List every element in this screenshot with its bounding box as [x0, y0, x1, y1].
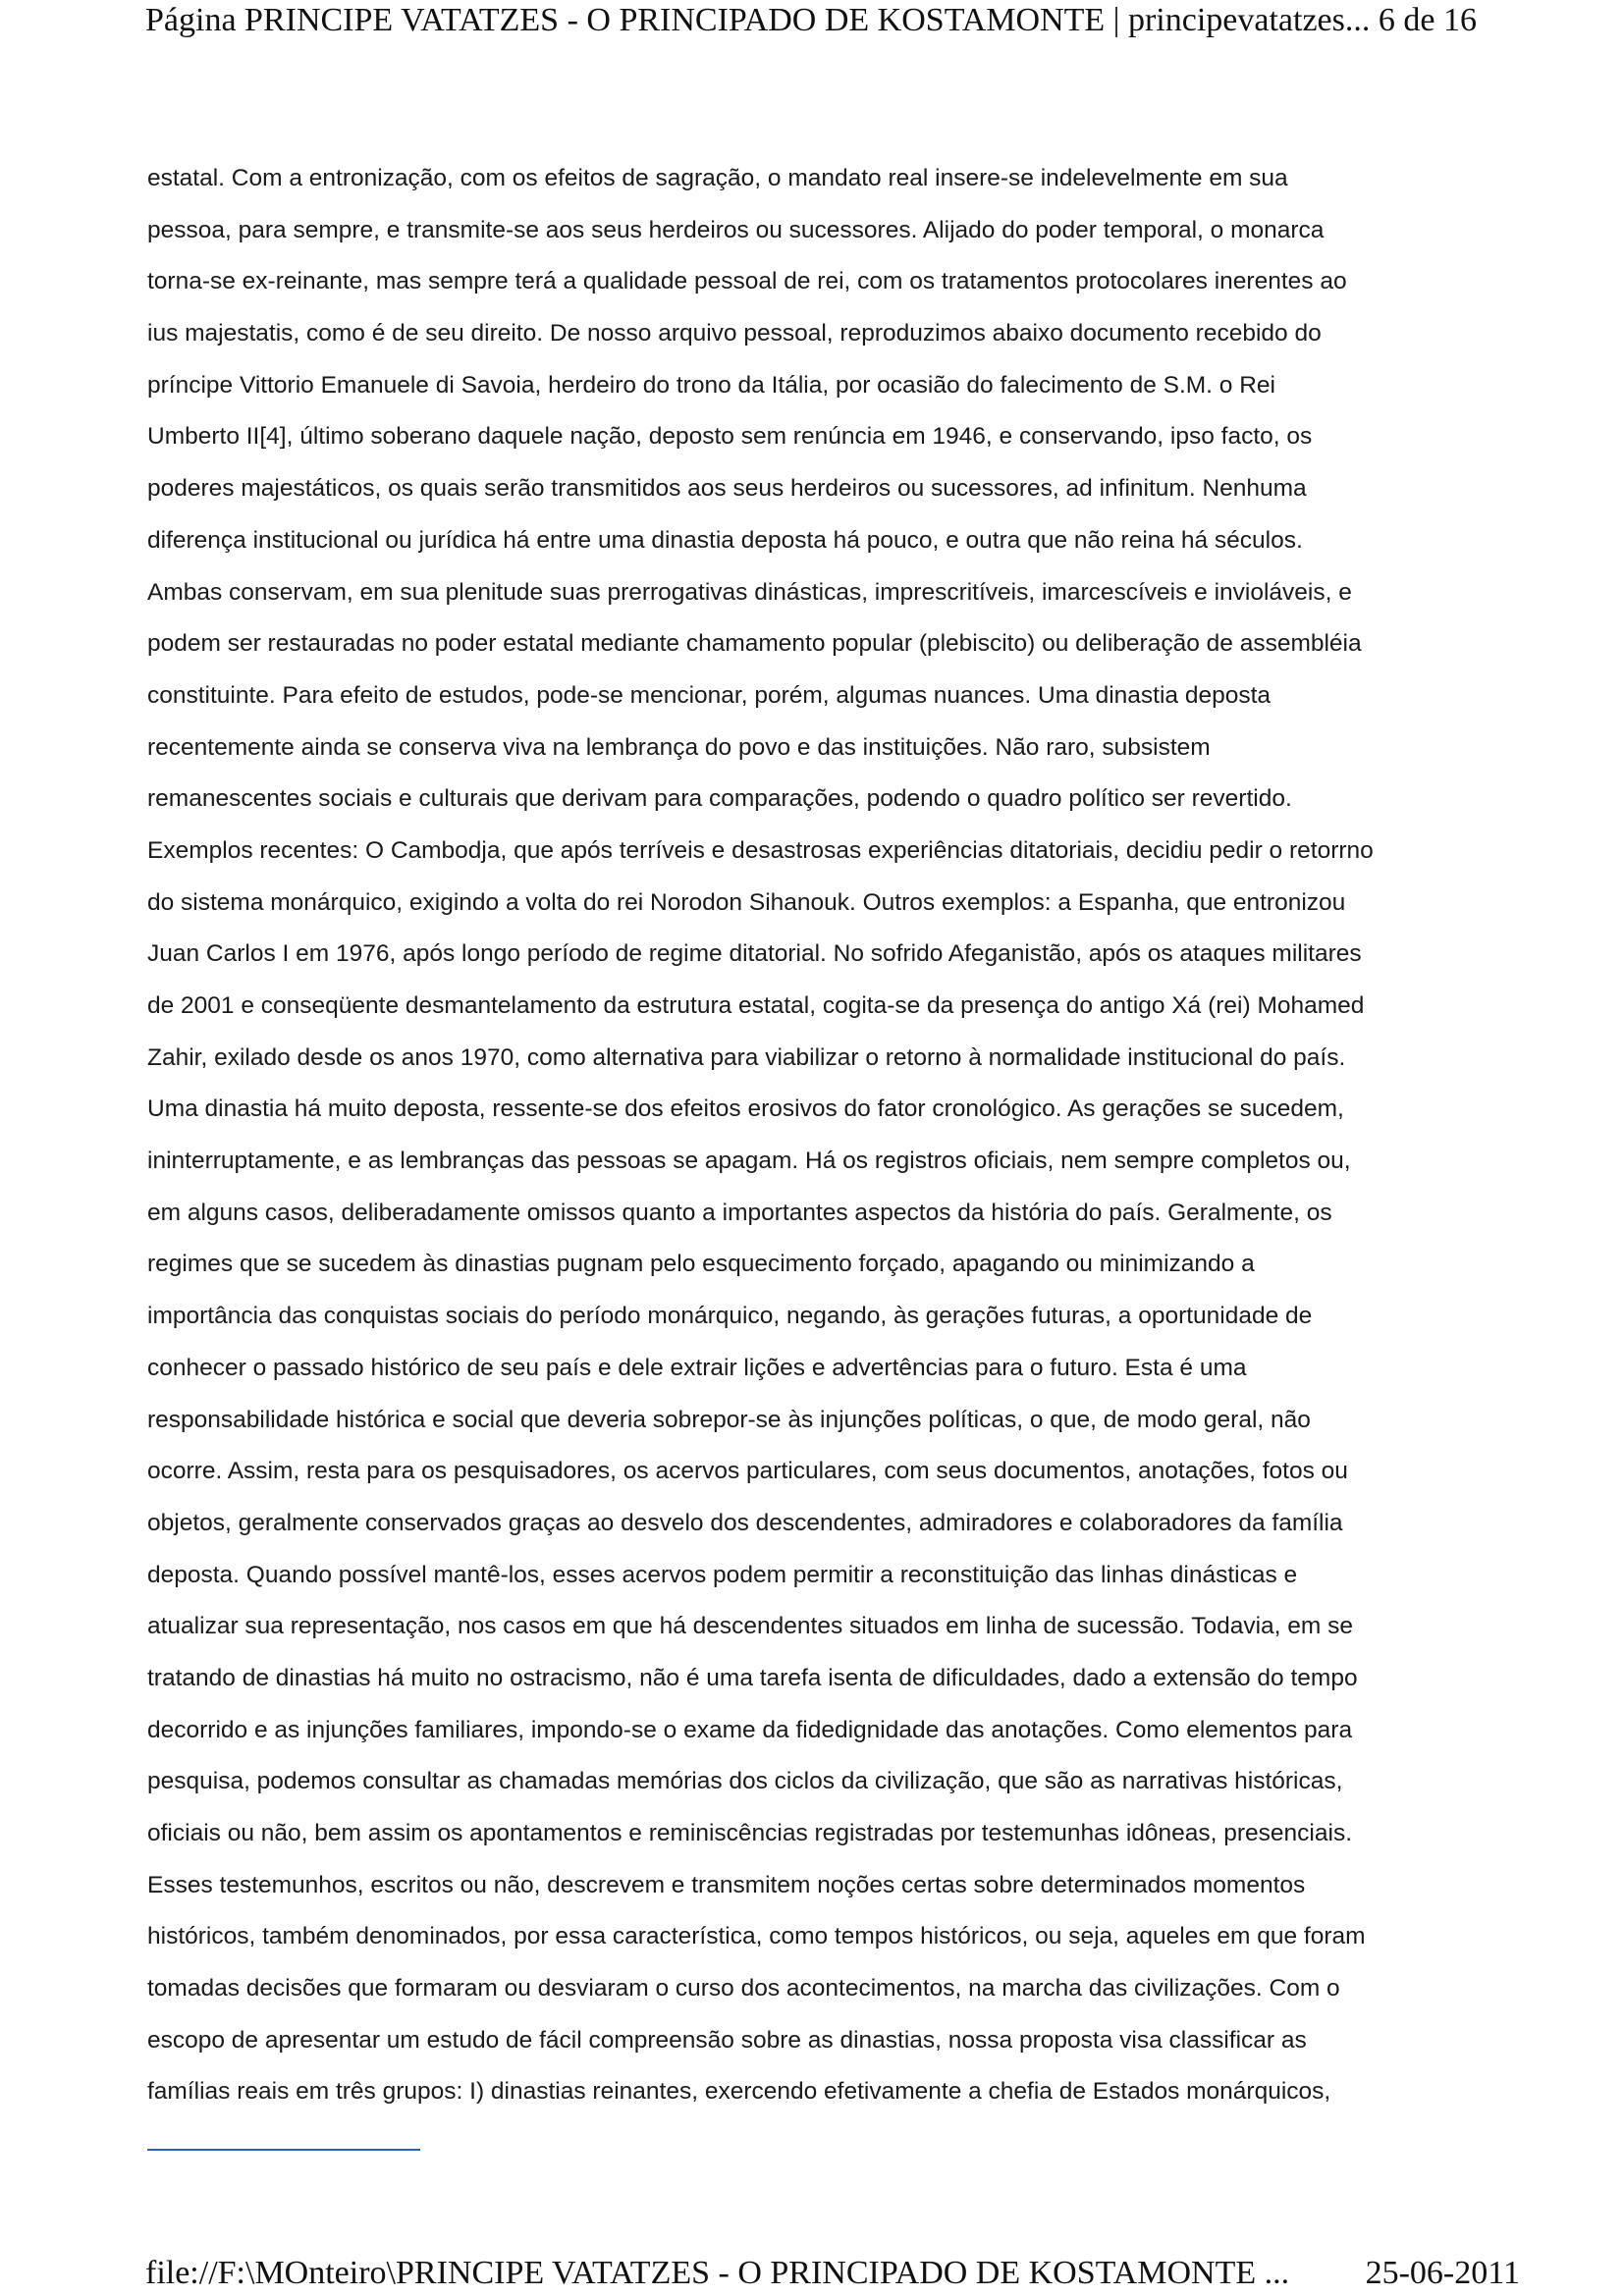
body-line: escopo de apresentar um estudo de fácil compreensão sobre as dinastias, nossa proposta visa classificar as: [147, 2026, 1307, 2054]
document-body: [147, 153, 1492, 2118]
body-line: atualizar sua representação, nos casos em que há descendentes situados em linha de sucessão. Todavia, em se: [147, 1613, 1354, 1640]
body-line: Esses testemunhos, escritos ou não, descrevem e transmitem noções certas sobre determinados momentos: [147, 1871, 1306, 1898]
body-line: famílias reais em três grupos: I) dinastias reinantes, exercendo efetivamente a chefia de Estados monárquicos,: [147, 2078, 1331, 2106]
body-line: conhecer o passado histórico de seu país e dele extrair lições e advertências para o futuro. Esta é uma: [147, 1354, 1247, 1381]
page-footer: [145, 2252, 1520, 2295]
body-line: Juan Carlos I em 1976, após longo período de regime ditatorial. No sofrido Afeganistão, após os ataques militares: [147, 940, 1362, 968]
body-line: ininterruptamente, e as lembranças das pessoas se apagam. Há os registros oficiais, nem sempre completos ou,: [147, 1148, 1351, 1175]
body-line: ius majestatis, como é de seu direito. De nosso arquivo pessoal, reproduzimos abaixo documento recebido do: [147, 320, 1322, 347]
page-header: [145, 0, 1520, 49]
body-line: históricos, também denominados, por essa característica, como tempos históricos, ou seja, aqueles em que foram: [147, 1923, 1366, 1950]
body-line: Zahir, exilado desde os anos 1970, como alternativa para viabilizar o retorno à normalidade institucional do país.: [147, 1043, 1346, 1071]
body-line: tomadas decisões que formaram ou desviaram o curso dos acontecimentos, na marcha das civilizações. Com o: [147, 1975, 1340, 2002]
body-line: recentemente ainda se conserva viva na lembrança do povo e das instituições. Não raro, subsistem: [147, 733, 1211, 761]
body-line: responsabilidade histórica e social que deveria sobrepor-se às injunções políticas, o que, de modo geral, não: [147, 1406, 1311, 1433]
body-line: importância das conquistas sociais do período monárquico, negando, às gerações futuras, a oportunidade de: [147, 1303, 1313, 1330]
body-line: Ambas conservam, em sua plenitude suas prerrogativas dinásticas, imprescritíveis, imarcescíveis e invioláveis, e: [147, 578, 1352, 606]
body-line: pessoa, para sempre, e transmite-se aos seus herdeiros ou sucessores. Alijado do poder temporal, o monarca: [147, 216, 1325, 243]
file-path: file://F:\MOnteiro\PRINCIPE VATATZES - O PRINCIPADO DE KOSTAMONTE ...: [145, 2255, 1290, 2291]
body-line: do sistema monárquico, exigindo a volta do rei Norodon Sihanouk. Outros exemplos: a Espanha, que entronizou: [147, 888, 1346, 916]
body-line: pesquisa, podemos consultar as chamadas memórias dos ciclos da civilização, que são as narrativas históricas,: [147, 1768, 1343, 1795]
body-line: em alguns casos, deliberadamente omissos quanto a importantes aspectos da história do país. Geralmente, os: [147, 1199, 1332, 1226]
body-line: poderes majestáticos, os quais serão transmitidos aos seus herdeiros ou sucessores, ad infinitum. Nenhuma: [147, 475, 1307, 503]
body-line: constituinte. Para efeito de estudos, pode-se mencionar, porém, algumas nuances. Uma dinastia deposta: [147, 681, 1272, 709]
body-line: remanescentes sociais e culturais que derivam para comparações, podendo o quadro político ser revertido.: [147, 785, 1292, 813]
body-line: de 2001 e conseqüente desmantelamento da estrutura estatal, cogita-se da presença do antigo Xá (rei) Mohamed: [147, 992, 1365, 1019]
body-line: estatal. Com a entronização, com os efeitos de sagração, o mandato real insere-se indelevelmente em sua: [147, 165, 1288, 191]
body-line: Uma dinastia há muito deposta, ressente-se dos efeitos erosivos do fator cronológico. As gerações se sucedem,: [147, 1095, 1344, 1123]
body-line: ocorre. Assim, resta para os pesquisadores, os acervos particulares, com seus documentos, anotações, fotos ou: [147, 1458, 1348, 1485]
body-line: tratando de dinastias há muito no ostracismo, não é uma tarefa isenta de dificuldades, dado a extensão do tempo: [147, 1664, 1358, 1691]
body-line: Exemplos recentes: O Cambodja, que após terríveis e desastrosas experiências ditatoriais, decidiu pedir o retorrno: [147, 836, 1374, 864]
body-line: deposta. Quando possível mantê-los, esses acervos podem permitir a reconstituição das linhas dinásticas e: [147, 1561, 1298, 1588]
body-line: torna-se ex-reinante, mas sempre terá a qualidade pessoal de rei, com os tratamentos protocolares inerentes ao: [147, 268, 1347, 295]
body-line: regimes que se sucedem às dinastias pugnam pelo esquecimento forçado, apagando ou minimizando a: [147, 1251, 1255, 1278]
body-line: príncipe Vittorio Emanuele di Savoia, herdeiro do trono da Itália, por ocasião do falecimento de S.M. o Rei: [147, 371, 1275, 399]
page-header-text: Página PRINCIPE VATATZES - O PRINCIPADO DE KOSTAMONTE | principevatatzes... 6 de 16: [145, 2, 1477, 38]
body-line: oficiais ou não, bem assim os apontamentos e reminiscências registradas por testemunhas idôneas, presenciais.: [147, 1820, 1352, 1846]
body-line: decorrido e as injunções familiares, impondo-se o exame da fidedignidade das anotações. Como elementos para: [147, 1716, 1353, 1743]
footnote-separator: [147, 2149, 420, 2151]
print-date: 25-06-2011: [1365, 2255, 1520, 2291]
body-line: diferença institucional ou jurídica há entre uma dinastia deposta há pouco, e outra que não reina há séculos.: [147, 526, 1303, 554]
body-line: podem ser restauradas no poder estatal mediante chamamento popular (plebiscito) ou deliberação de assembléia: [147, 630, 1362, 658]
body-line: Umberto II[4], último soberano daquele nação, deposto sem renúncia em 1946, e conservando, ipso facto, os: [147, 423, 1313, 451]
body-line: objetos, geralmente conservados graças ao desvelo dos descendentes, admiradores e colaboradores da família: [147, 1509, 1343, 1536]
